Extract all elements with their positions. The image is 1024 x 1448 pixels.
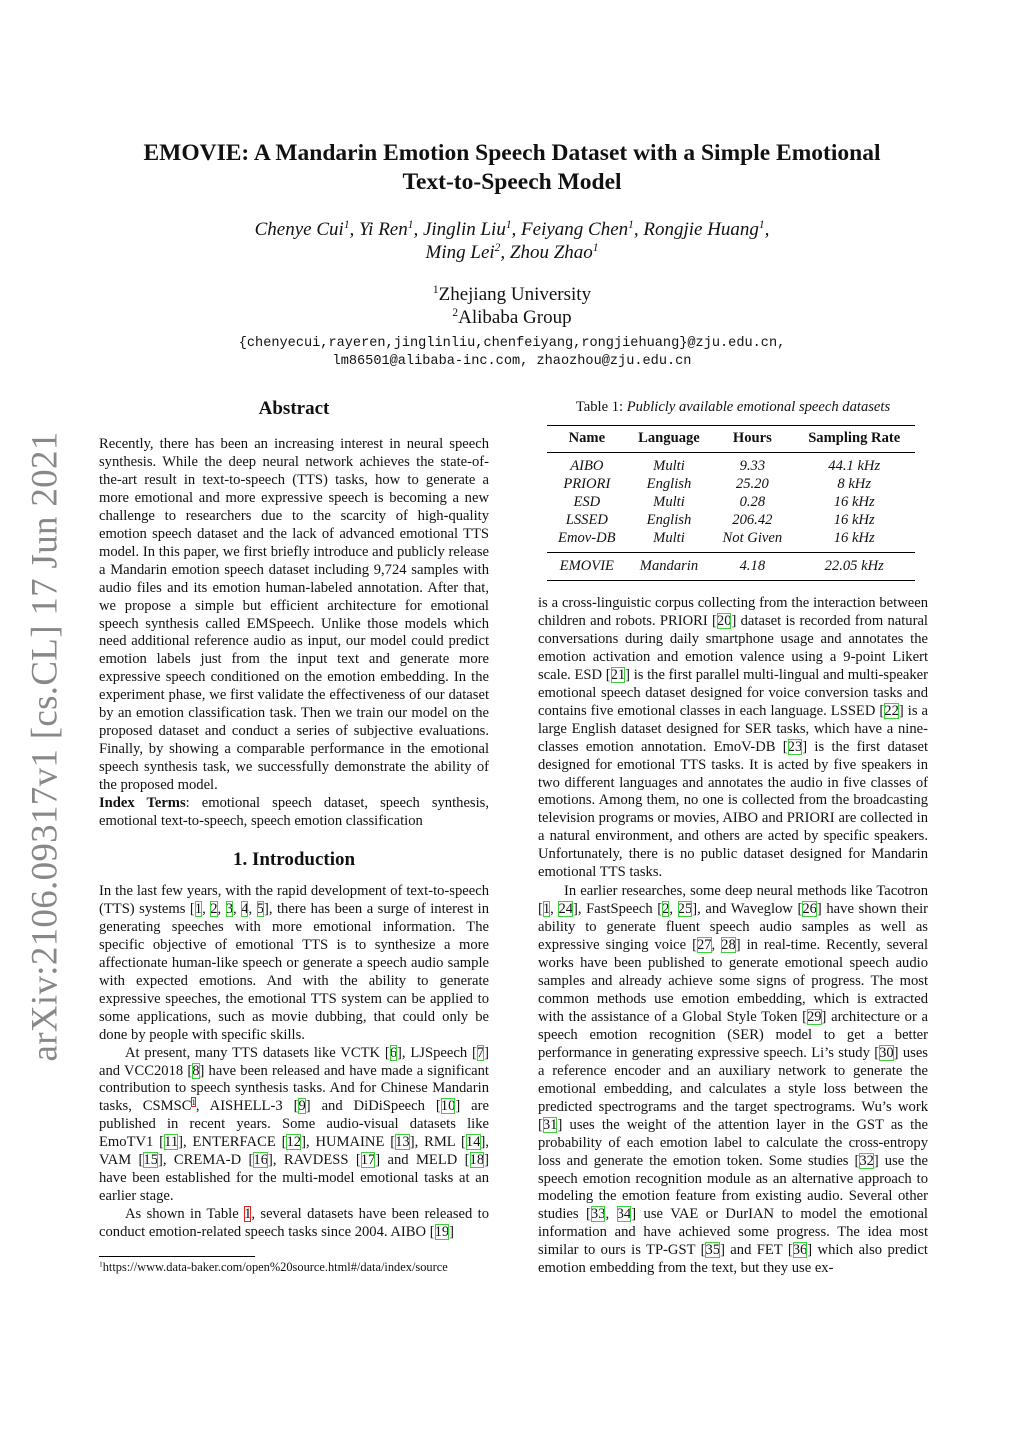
index-terms: [99, 795, 489, 831]
cell: Not Given: [722, 530, 783, 546]
citation-link[interactable]: 12: [286, 1134, 302, 1151]
table-row: [547, 493, 915, 511]
table-ref-link[interactable]: 1: [244, 1206, 252, 1223]
citation-link[interactable]: 26: [802, 901, 817, 918]
authors-line-2: Ming Lei$^2$, Zhou Zhao$^1$: [425, 242, 599, 263]
paragraph: In earlier researches, some deep neural methods like Tacotron [1, 24], FastSpeech [2, 25], and Waveglow [26] have shown their ability to generate fluent speech audio samples as well as expressive singing voice [27, 28] in real-time. Recently, several works have been published to generate emotional speech audio samples and already achieve some signs of progress. The most common methods use emotion embedding, which is extracted with the assistance of a Global Style Token [29] architecture or a speech emotion recognition (SER) model to get a better performance in generating expressive speech. Li’s study [30] uses a reference encoder and an auxiliary network to generate the emotional embedding, and calculates a style loss between the predicted spectrograms and the target spectrograms. Wu’s work [31] uses the weight of the attention layer in the GST as the probability of each emotion label to calculate the cross-entropy loss and generate the emotion token. Some studies [32] use the speech emotion recognition module as an alternative approach to modeling the emotion feature from existing audio. Several other studies [33, 34] use VAE or DurIAN to model the emotional information and have achieved some progress. The idea most similar to ours is TP-GST [35] and FET [36] which also predict emotion embedding from the text, but they use ex-: [538, 883, 929, 1277]
citation-link[interactable]: 30: [879, 1044, 894, 1061]
author-name: Chenye Cui: [254, 219, 344, 240]
citation-link[interactable]: 25: [677, 901, 693, 918]
citation-link[interactable]: 16: [253, 1152, 268, 1169]
cell: EMOVIE: [547, 553, 627, 581]
author-name: Zhou Zhao: [509, 242, 593, 263]
title-line-2: Text-to-Speech Model: [402, 169, 622, 195]
paper-title: [100, 139, 924, 197]
column-header: Hours: [711, 426, 793, 453]
footnote: [99, 1260, 448, 1275]
citation-link[interactable]: 22: [884, 702, 899, 719]
cell: LSSED: [565, 512, 608, 528]
emails-line-2[interactable]: lm86501@alibaba-inc.com, zhaozhou@zju.edu.cn: [332, 354, 692, 369]
author-name: Feiyang Chen: [521, 219, 629, 240]
author-emails: [100, 335, 924, 371]
author-affiliation: 1: [343, 219, 350, 232]
affiliation-name: Alibaba Group: [458, 307, 572, 328]
abstract-text: Recently, there has been an increasing interest in neural speech synthesis. While the deep neural network achieves the state-of-the-art result in text-to-speech (TTS) tasks, how to generate a more emotional and more expressive speech is becoming a new challenge to researchers due to the scarcity of high-quality emotion speech dataset and the lack of advanced emotional TTS model. In this paper, we first briefly introduce and publicly release a Mandarin emotion speech dataset including 9,724 samples with audio files and its emotion human-labeled annotation. After that, we propose a simple but efficient architecture for emotional speech synthesis called EMSpeech. Unlike those models which need additional reference audio as input, our model could predict emotion labels just from the input text and generate more expressive speech conditioned on the emotion embedding. In the experiment phase, we first validate the effectiveness of our dataset by an emotion classification task. Then we train our model on the proposed dataset and conduct a series of subjective evaluations. Finally, by showing a comparable performance in the emotional speech synthesis task, we successfully demonstrate the ability of the proposed model.: [99, 436, 489, 794]
author-affiliation: 1: [758, 219, 765, 232]
cell: 16 kHz: [833, 530, 875, 546]
paragraph: At present, many TTS datasets like VCTK [6], LJSpeech [7] and VCC2018 [8] have been released and have made a significant contribution to speech synthesis tasks. And for Chinese Mandarin tasks, CSMSC$^1$, AISHELL-3 [9] and DiDiSpeech [10] are published in recent years. Some audio-visual datasets like EmoTV1 [11], ENTERFACE [12], HUMAINE [13], RML [14], VAM [15], CREMA-D [16], RAVDESS [17] and MELD [18] have been established for the multi-model emotional tasks at an earlier stage.: [99, 1044, 490, 1205]
citation-link[interactable]: 2: [662, 901, 670, 918]
cell: 4.18: [711, 553, 793, 581]
cell: 25.20: [735, 476, 769, 492]
cell: English: [646, 512, 692, 528]
citation-link[interactable]: 5: [256, 900, 264, 917]
cell: 22.05 kHz: [793, 553, 915, 581]
author-name: Ming Lei: [425, 242, 495, 263]
affiliation: [100, 283, 924, 306]
table-row-emovie: [547, 553, 915, 581]
citation-link[interactable]: 7: [476, 1044, 485, 1061]
citation-link[interactable]: 6: [389, 1044, 398, 1061]
affiliation-name: Zhejiang University: [438, 284, 592, 305]
author-affiliation: 2: [494, 242, 501, 255]
citation-link[interactable]: 9: [298, 1098, 306, 1115]
paragraph: In the last few years, with the rapid development of text-to-speech (TTS) systems [1, 2, 3, 4, 5], there has been a surge of interest in generating speeches with more emotional information. The specific objective of emotional TTS is to synthesize a more affectionate human-like speech or generate a speech audio sample with expected emotions. And with the ability to generate expressive speeches, the emotional TTS system can be applied to some applications, such as movie dubbing, that could only be done by people with specific skills.: [99, 883, 490, 1043]
citation-link[interactable]: 11: [164, 1134, 179, 1151]
author-affiliation: 1: [505, 219, 512, 232]
cell: Mandarin: [627, 553, 712, 581]
citation-link[interactable]: 36: [792, 1242, 808, 1259]
cell: 0.28: [739, 494, 766, 510]
cell: 44.1 kHz: [828, 458, 881, 474]
citation-link[interactable]: 31: [542, 1116, 558, 1133]
cell: 9.33: [739, 458, 766, 474]
author-affiliation: 1: [628, 219, 634, 232]
citation-link[interactable]: 4: [241, 900, 249, 917]
cell: 8 kHz: [837, 476, 872, 492]
table-caption-label: Table 1:: [575, 399, 627, 415]
affiliation-number: 2: [452, 307, 459, 320]
citation-link[interactable]: 8: [192, 1062, 200, 1079]
citation-link[interactable]: 17: [360, 1152, 376, 1169]
citation-link[interactable]: 35: [705, 1242, 721, 1259]
affiliation: [100, 306, 924, 329]
table-row: [547, 529, 915, 553]
footnote-divider: [99, 1256, 255, 1257]
cell: Multi: [653, 494, 685, 510]
introduction-right-column: [538, 595, 928, 1278]
arxiv-identifier: arXiv:2106.09317v1 [cs.CL] 17 Jun 2021: [24, 431, 66, 1062]
title-line-1: EMOVIE: A Mandarin Emotion Speech Dataset with a Simple Emotional: [143, 140, 881, 166]
cell: AIBO: [570, 458, 604, 474]
column-header: Name: [547, 426, 627, 453]
cell: Emov-DB: [558, 530, 616, 546]
cell: English: [646, 476, 692, 492]
citation-link[interactable]: 19: [434, 1224, 450, 1241]
citation-link[interactable]: 1: [194, 900, 203, 917]
citation-link[interactable]: 3: [225, 900, 234, 917]
citation-link[interactable]: 28: [721, 937, 736, 954]
table-row: [547, 475, 915, 493]
citation-link[interactable]: 34: [616, 1206, 632, 1223]
affiliation-number: 1: [432, 284, 439, 297]
citation-link[interactable]: 1: [542, 901, 551, 918]
author-name: Rongjie Huang: [643, 219, 759, 240]
citation-link[interactable]: 13: [395, 1134, 410, 1151]
citation-link[interactable]: 10: [440, 1098, 456, 1115]
table-row: [547, 511, 915, 529]
footnote-ref-link[interactable]: 1: [191, 1097, 196, 1108]
author-list: [100, 218, 924, 264]
author-affiliation: 1: [407, 219, 414, 232]
index-terms-label: Index Terms: [99, 795, 186, 812]
paragraph: As shown in Table 1, several datasets have been released to conduct emotion-related speech tasks since 2004. AIBO [19]: [99, 1206, 490, 1241]
table-caption: [538, 399, 928, 416]
citation-link[interactable]: 15: [143, 1152, 158, 1169]
citation-link[interactable]: 18: [469, 1152, 485, 1169]
table-caption-text: Publicly available emotional speech datasets: [626, 399, 891, 415]
citation-link[interactable]: 23: [787, 738, 803, 755]
introduction-heading: 1. Introduction: [232, 849, 356, 870]
cell: 16 kHz: [833, 512, 875, 528]
cell: PRIORI: [563, 476, 611, 492]
cell: ESD: [573, 494, 601, 510]
footnote-link[interactable]: https://www.data-baker.com/open%20source.html#/data/index/source: [102, 1260, 448, 1274]
author-name: Yi Ren: [359, 219, 408, 240]
citation-link[interactable]: 14: [465, 1134, 481, 1151]
cell: Multi: [653, 458, 685, 474]
cell: 16 kHz: [833, 494, 875, 510]
citation-link[interactable]: 27: [696, 937, 712, 954]
index-terms-text: : emotional speech dataset, speech synthesis, emotional text-to-speech, speech emotion classification: [99, 795, 489, 830]
cell: Multi: [653, 530, 685, 546]
datasets-table: [547, 425, 915, 581]
column-header: Language: [627, 426, 712, 453]
affiliations: [100, 283, 924, 329]
abstract-heading: Abstract: [258, 398, 330, 419]
abstract-body: [99, 436, 489, 831]
cell: 206.42: [732, 512, 773, 528]
citation-link[interactable]: 2: [210, 900, 218, 917]
citation-link[interactable]: 29: [806, 1008, 822, 1025]
footnote-number: 1: [99, 1259, 103, 1269]
paragraph: is a cross-linguistic corpus collecting from the interaction between children and robots. PRIORI [20] dataset is recorded from natural conversations during daily smartphone usage and annotates the emotion activation and emotion valence using a 9-point Likert scale. ESD [21] is the first parallel multi-lingual and multi-speaker emotional speech dataset designed for voice conversion tasks and contains five emotional classes in each language. LSSED [22] is a large English dataset designed for SER tasks, which have a nine-classes emotion annotation. EmoV-DB [23] is the first dataset designed for emotional TTS tasks. It is acted by five speakers in two different languages and annotates the audio in five classes of emotions. Among them, no one is collected from the broadcasting television programs or movies, AIBO and PRIORI are collected in a natural environment, and others are acted by specific speakers. Unfortunately, there is no public dataset designed for Mandarin emotional TTS tasks.: [538, 595, 928, 881]
introduction-left-column: [99, 883, 489, 1242]
emails-line-1[interactable]: {chenyecui,rayeren,jinglinliu,chenfeiyang,rongjiehuang}@zju.edu.cn,: [238, 336, 786, 351]
author-name: Jinglin Liu: [422, 219, 506, 240]
citation-link[interactable]: 20: [716, 612, 732, 629]
table-row: [547, 453, 915, 476]
citation-link[interactable]: 24: [558, 901, 574, 918]
author-affiliation: 1: [592, 242, 599, 255]
citation-link[interactable]: 33: [590, 1206, 606, 1223]
citation-link[interactable]: 21: [610, 666, 626, 683]
column-header: Sampling Rate: [793, 426, 915, 453]
authors-line-1: Chenye Cui$^1$, Yi Ren$^1$, Jinglin Liu$^1$, Feiyang Chen$^1$, Rongjie Huang$^1$,: [254, 219, 770, 240]
citation-link[interactable]: 32: [859, 1152, 874, 1169]
